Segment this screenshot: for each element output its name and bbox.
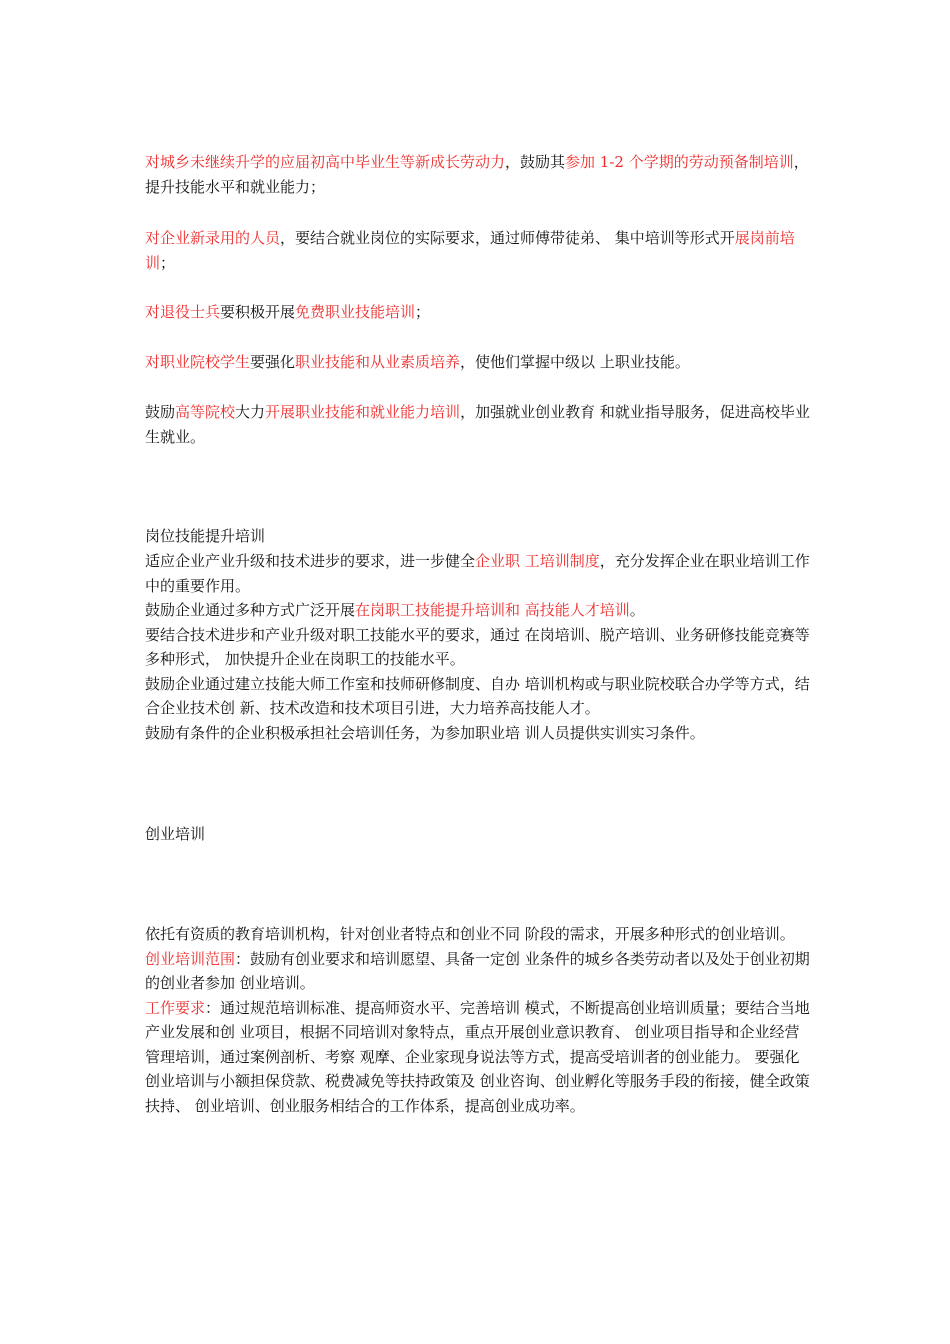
highlight-text: 职业技能和从业素质培养: [295, 353, 461, 371]
body-text: ：通过规范培训标准、提高师资水平、完善培训 模式，不断提高创业培训质量；要结合当地产业发展和创 业项目，根据不同培训对象特点，重点开展创业意识教育、 创业项目指导和企业经营管理培训，通过案例剖析、考察 观摩、企业家现身说法等方式，提高受培训者的创业能力。 要强化创业培训与小额担保贷款、税费减免等扶持政策及 创业咨询、创业孵化等服务手段的衔接，健全政策扶持、 创业培训、创业服务相结合的工作体系，提高创业成功率。: [145, 998, 810, 1115]
section-paragraph: [145, 947, 810, 996]
highlight-text: 创业培训范围: [145, 949, 236, 968]
section-entrepreneurship-body: [145, 922, 810, 1118]
section-skill-upgrade-body: [145, 549, 810, 745]
body-text: ，充分发挥企业在职业培训工作中的重要作用。: [145, 552, 810, 595]
body-text: ，提升技能水平和就业能力；: [145, 153, 809, 196]
highlight-text: 参加 1-2 个学期的劳动预备制培训: [565, 153, 794, 171]
highlight-text: 在岗职工技能提升培训和 高技能人才培训: [355, 601, 630, 619]
highlight-text: 免费职业技能培训: [295, 303, 416, 321]
highlight-text: 对职业院校学生: [145, 353, 251, 371]
body-text: 鼓励: [145, 403, 176, 421]
body-text: ；: [160, 253, 176, 272]
highlight-text: 工作要求: [145, 998, 206, 1017]
paragraph-new-labor-force: [145, 150, 810, 199]
section-paragraph: [145, 549, 810, 598]
body-text: ：鼓励有创业要求和培训愿望、具备一定创 业条件的城乡各类劳动者以及处于创业初期的创业者参加 创业培训。: [145, 949, 810, 992]
section-paragraph: [145, 598, 810, 623]
body-text: ，使他们掌握中级以 上职业技能。: [460, 353, 690, 371]
highlight-text: 开展职业技能和就业能力培训: [265, 403, 461, 421]
body-text: 鼓励企业通过多种方式广泛开展: [145, 601, 356, 619]
section-heading-skill-upgrade: 岗位技能提升培训: [145, 527, 266, 545]
body-text: 大力: [235, 403, 266, 421]
body-text: 适应企业产业升级和技术进步的要求，进一步健全: [145, 552, 476, 570]
body-text: 要积极开展: [220, 303, 296, 321]
highlight-text: 对城乡未继续升学的应届初高中毕业生等新成长劳动力: [145, 153, 506, 171]
paragraph-veterans: [145, 300, 810, 325]
body-text: ；: [415, 303, 431, 321]
highlight-text: 企业职 工培训制度: [475, 552, 600, 570]
section-paragraph: [145, 996, 810, 1119]
highlight-text: 对企业新录用的人员: [145, 229, 281, 247]
body-text: ，加强就业创业教育 和就业指导服务，促进高校毕业生就业。: [145, 403, 810, 446]
body-text: 。: [629, 601, 645, 619]
highlight-text: 高等院校: [175, 403, 236, 421]
section-paragraph: 鼓励有条件的企业积极承担社会培训任务，为参加职业培 训人员提供实训实习条件。: [145, 723, 705, 742]
body-text: ，鼓励其: [505, 153, 566, 171]
section-paragraph: 依托有资质的教育培训机构，针对创业者特点和创业不同 阶段的需求，开展多种形式的创业培训。: [145, 925, 795, 943]
section-heading-entrepreneurship: 创业培训: [145, 825, 206, 843]
highlight-text: 对退役士兵: [145, 303, 221, 321]
paragraph-universities: [145, 400, 810, 449]
body-text: 要强化: [250, 353, 296, 371]
paragraph-vocational-students: [145, 350, 810, 375]
highlight-text: 展岗前培训: [145, 229, 795, 272]
section-paragraph: 鼓励企业通过建立技能大师工作室和技师研修制度、自办 培训机构或与职业院校联合办学等方式，结合企业技术创 新、技术改造和技术项目引进，大力培养高技能人才。: [145, 674, 810, 717]
paragraph-new-employees: [145, 226, 810, 275]
body-text: ，要结合就业岗位的实际要求，通过师傅带徒弟、 集中培训等形式开: [280, 229, 735, 247]
section-paragraph: 要结合技术进步和产业升级对职工技能水平的要求，通过 在岗培训、脱产培训、业务研修技能竞赛等多种形式， 加快提升企业在岗职工的技能水平。: [145, 625, 810, 668]
